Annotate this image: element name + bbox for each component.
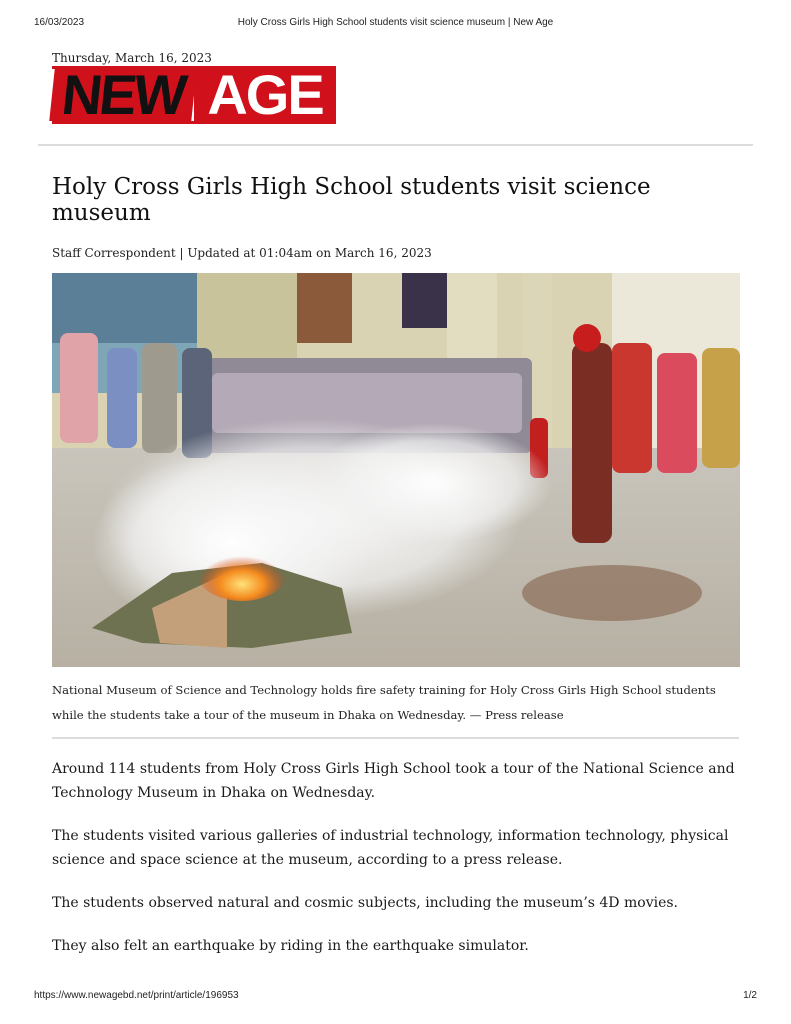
print-page-number: 1/2 bbox=[743, 990, 757, 1001]
print-url[interactable]: https://www.newagebd.net/print/article/196953 bbox=[34, 990, 239, 1001]
print-header bbox=[34, 17, 757, 31]
print-footer bbox=[34, 990, 757, 1004]
article-paragraph: The students observed natural and cosmic subjects, including the museum’s 4D movies. bbox=[52, 895, 678, 911]
print-date: 16/03/2023 bbox=[34, 17, 85, 28]
article-paragraph: Around 114 students from Holy Cross Girls High School took a tour of the National Science and Technology Museum in Dhaka on Wednesday. bbox=[52, 761, 735, 801]
article-paragraph: The students visited various galleries of industrial technology, information technology, physical science and space science at the museum, according to a press release. bbox=[52, 828, 729, 868]
article-headline: Holy Cross Girls High School students visit science museum bbox=[52, 174, 651, 226]
masthead-divider bbox=[38, 144, 753, 146]
logo-new-text: NEW bbox=[49, 69, 196, 121]
photo-caption: National Museum of Science and Technology holds fire safety training for Holy Cross Girls High School students while the students take a tour of the museum in Dhaka on Wednesday. — Press release bbox=[52, 683, 716, 722]
logo-age-text: AGE bbox=[194, 69, 336, 121]
masthead-dateline: Thursday, March 16, 2023 bbox=[52, 51, 212, 65]
newage-logo[interactable] bbox=[52, 63, 336, 126]
article-body bbox=[52, 757, 742, 977]
caption-divider bbox=[52, 737, 739, 739]
article-photo bbox=[52, 273, 740, 667]
fire-drill-photo-illustration bbox=[52, 273, 740, 667]
print-page-title: Holy Cross Girls High School students visit science museum | New Age bbox=[237, 17, 554, 28]
article-paragraph: They also felt an earthquake by riding in the earthquake simulator. bbox=[52, 938, 529, 954]
article-byline: Staff Correspondent | Updated at 01:04am on March 16, 2023 bbox=[52, 246, 432, 260]
